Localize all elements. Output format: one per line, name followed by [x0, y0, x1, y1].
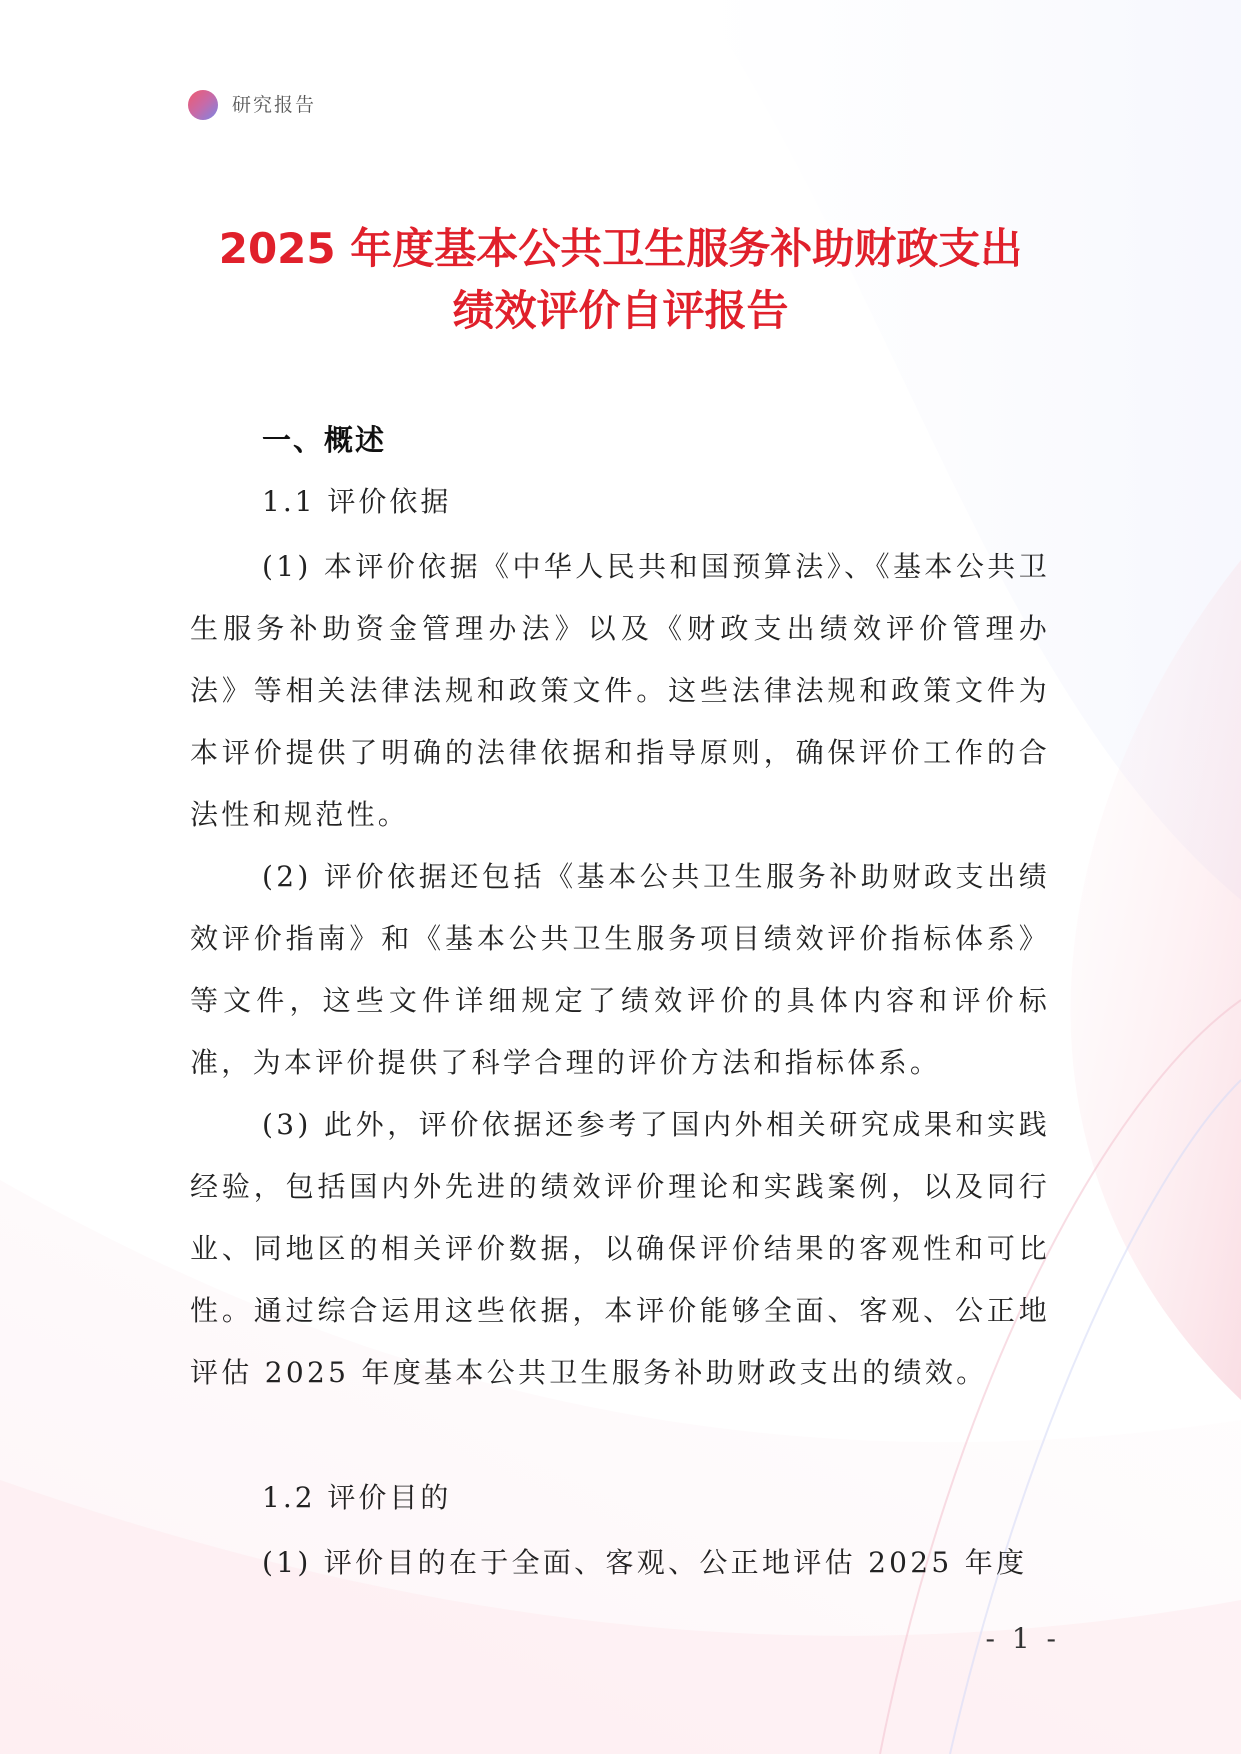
report-logo-icon [188, 90, 218, 120]
header-label: 研究报告 [232, 94, 317, 116]
title-line-2: 绩效评价自评报告 [452, 286, 789, 335]
paragraph-basis-1: (1) 本评价依据《中华人民共和国预算法》、《基本公共卫生服务补助资金管理办法》以及《财政支出绩效评价管理办法》等相关法律法规和政策文件。这些法律法规和政策文件为本评价提供了明确的法律依据和指导原则，确保评价工作的合法性和规范性。 [190, 550, 1050, 831]
page-number: - 1 - [985, 1622, 1060, 1655]
subsection-heading-basis: 1.1 评价依据 [262, 485, 452, 518]
document-title [150, 218, 1091, 342]
subsection-heading-purpose: 1.2 评价目的 [262, 1481, 452, 1514]
paragraph-basis-2: (2) 评价依据还包括《基本公共卫生服务补助财政支出绩效评价指南》和《基本公共卫生服务项目绩效评价指标体系》等文件，这些文件详细规定了绩效评价的具体内容和评价标准，为本评价提供了科学合理的评价方法和指标体系。 [190, 860, 1050, 1079]
paragraph-basis-3: (3) 此外，评价依据还参考了国内外相关研究成果和实践经验，包括国内外先进的绩效评价理论和实践案例，以及同行业、同地区的相关评价数据，以确保评价结果的客观性和可比性。通过综合运用这些依据，本评价能够全面、客观、公正地评估 2025 年度基本公共卫生服务补助财政支出的绩效。 [190, 1108, 1050, 1389]
section-heading-overview: 一、概述 [262, 423, 387, 457]
title-line-1: 2025 年度基本公共卫生服务补助财政支出 [218, 224, 1023, 273]
paragraph-purpose-1: (1) 评价目的在于全面、客观、公正地评估 2025 年度 [262, 1546, 1028, 1579]
